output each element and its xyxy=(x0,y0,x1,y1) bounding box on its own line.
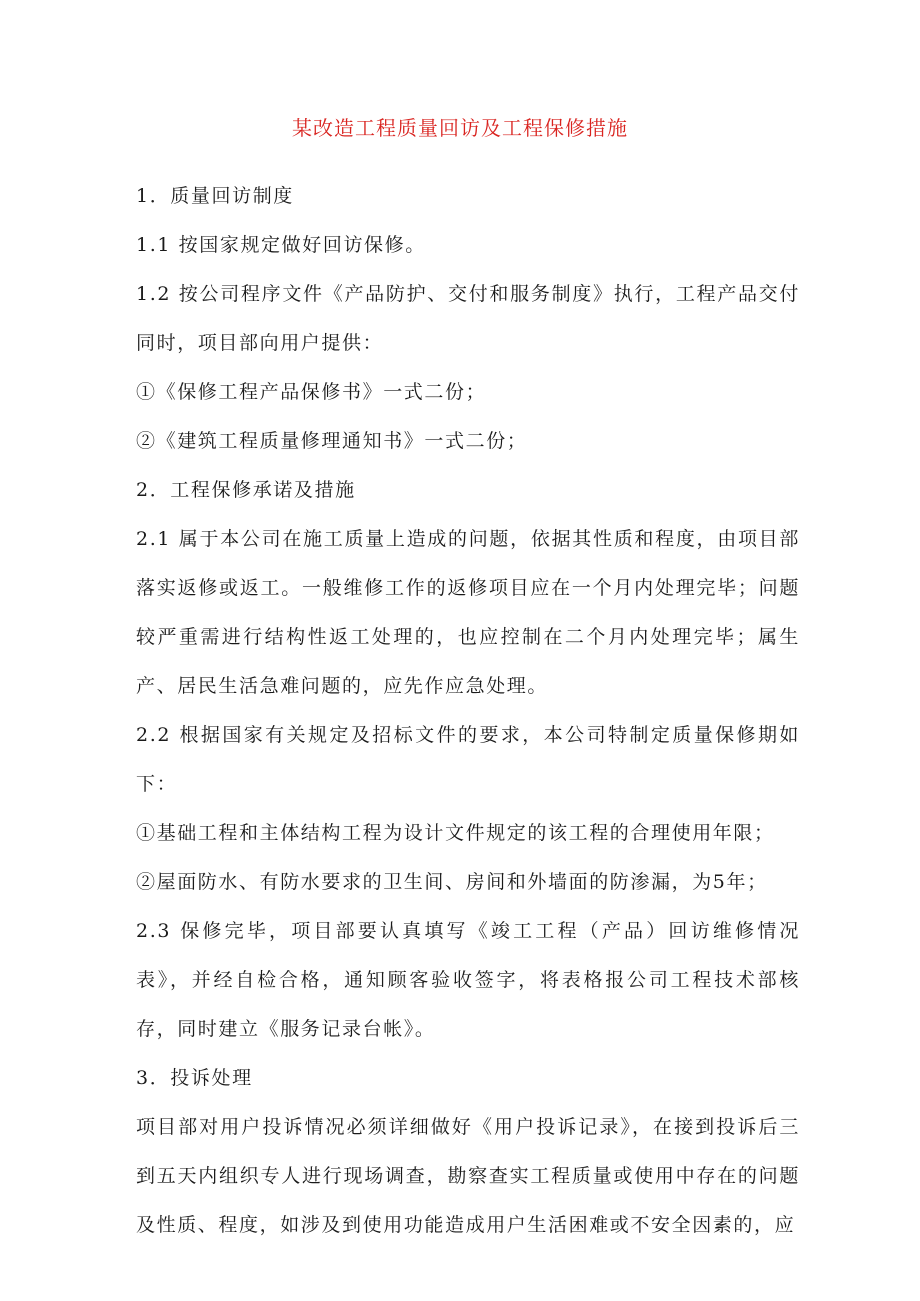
paragraph-2-1: 2.1 属于本公司在施工质量上造成的问题，依据其性质和程度，由项目部落实返修或返工。一般维修工作的返修项目应在一个月内处理完毕；问题较严重需进行结构性返工处理的，也应控制在二个月内处理完毕；属生产、居民生活急难问题的，应先作应急处理。 xyxy=(136,528,800,697)
paragraph-2-2: 2.2 根据国家有关规定及招标文件的要求，本公司特制定质量保修期如下： xyxy=(136,724,800,795)
list-item-waterproof: ②屋面防水、有防水要求的卫生间、房间和外墙面的防渗漏，为5年； xyxy=(136,871,768,893)
paragraph-1-2: 1.2 按公司程序文件《产品防护、交付和服务制度》执行，工程产品交付同时，项目部向用户提供： xyxy=(136,283,800,354)
list-item-repair-notice: ②《建筑工程质量修理通知书》一式二份； xyxy=(136,430,528,452)
heading-quality-return-visit: 1．质量回访制度 xyxy=(136,185,294,207)
paragraph-1-1: 1.1 按国家规定做好回访保修。 xyxy=(136,234,426,256)
paragraph-complaint: 项目部对用户投诉情况必须详细做好《用户投诉记录》，在接到投诉后三到五天内组织专人进行现场调查，勘察查实工程质量或使用中存在的问题及性质、程度，如涉及到使用功能造成用户生活困难或不安全因素的，应 xyxy=(136,1116,800,1236)
list-item-foundation: ①基础工程和主体结构工程为设计文件规定的该工程的合理使用年限； xyxy=(136,822,775,844)
heading-warranty-commitment: 2．工程保修承诺及措施 xyxy=(136,479,356,501)
document-title: 某改造工程质量回访及工程保修措施 xyxy=(292,116,628,140)
paragraph-2-3: 2.3 保修完毕，项目部要认真填写《竣工工程（产品）回访维修情况表》，并经自检合格，通知顾客验收签字，将表格报公司工程技术部核存，同时建立《服务记录台帐》。 xyxy=(136,920,800,1040)
heading-complaint-handling: 3．投诉处理 xyxy=(136,1067,253,1089)
list-item-warranty-book: ①《保修工程产品保修书》一式二份； xyxy=(136,381,487,403)
document-body xyxy=(136,172,800,1250)
